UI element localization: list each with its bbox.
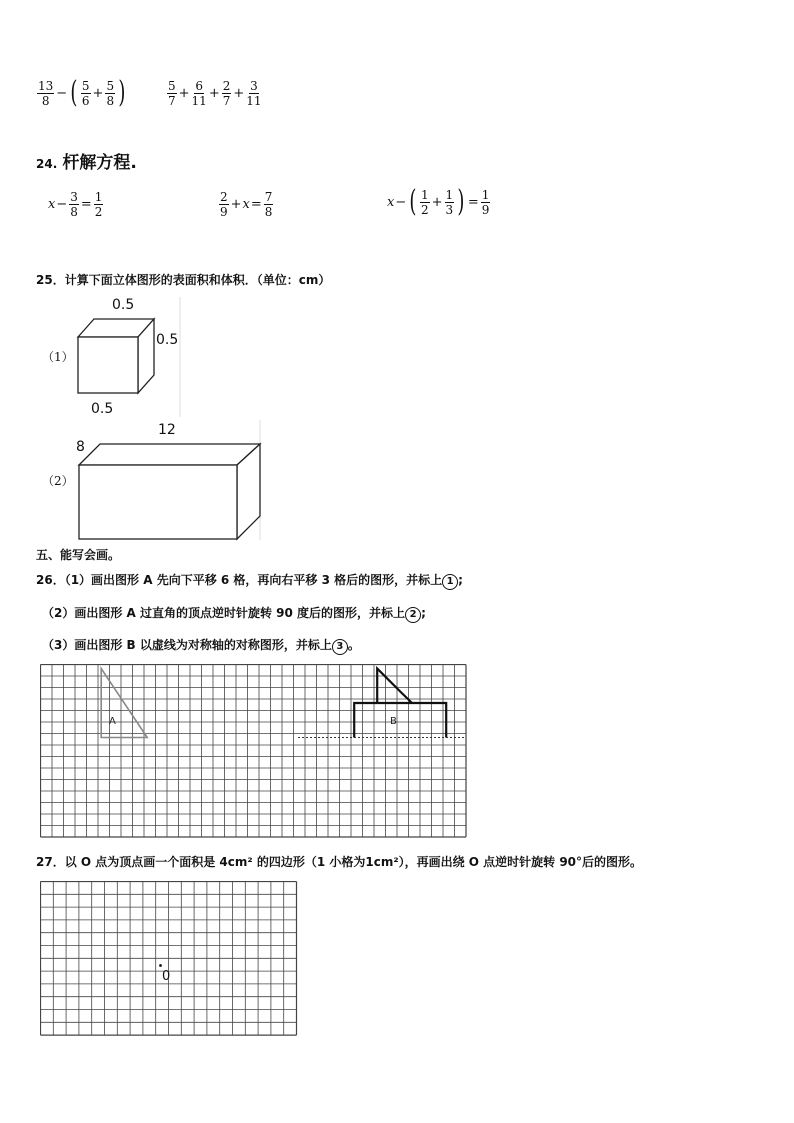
- fraction: $\frac{1}{2}$: [94, 190, 103, 219]
- plus-sign: +: [92, 85, 104, 101]
- shape-b-figure: [354, 703, 446, 738]
- fraction: $\frac{6}{11}$: [191, 79, 207, 108]
- cuboid-figure: [74, 418, 264, 543]
- shape-a-label: A: [109, 716, 116, 727]
- cube-top-dimension: 0.5: [112, 297, 135, 313]
- section-5-title: 五、能写会画。: [36, 548, 121, 562]
- shape-a-triangle: [101, 669, 147, 738]
- cuboid-length-dimension: 12: [158, 422, 176, 438]
- cube-bottom-dimension: 0.5: [91, 401, 114, 417]
- fraction: $\frac{5}{7}$: [168, 79, 176, 108]
- q26-line-2: （2）画出图形 A 过直角的顶点逆时针旋转 90 度后的图形，并标上 2 ;: [42, 604, 426, 623]
- cube-right-dimension: 0.5: [156, 332, 179, 348]
- open-paren: (: [409, 184, 417, 219]
- equation-3: x − ( $\frac{1}{2}$ + $\frac{1}{3}$ ) = $\frac{1}{9}$: [387, 184, 490, 219]
- fraction: $\frac{1}{3}$: [445, 187, 454, 217]
- plus-sign: +: [208, 86, 220, 101]
- q24-title: 24. 杆解方程.: [36, 153, 137, 173]
- fraction: $\frac{7}{8}$: [264, 190, 273, 219]
- plus-sign: +: [233, 86, 245, 101]
- fraction: $\frac{3}{8}$: [70, 190, 78, 219]
- q26-drawing-grid[interactable]: [40, 664, 470, 844]
- grid-lines: [41, 882, 297, 1036]
- minus-sign: −: [56, 85, 68, 101]
- calc-expression-1: [36, 75, 128, 110]
- close-paren: ): [457, 184, 465, 219]
- fraction: $\frac{2}{9}$: [220, 190, 228, 219]
- fraction: $\frac{1}{2}$: [420, 187, 429, 217]
- shape-b-triangle: [377, 669, 412, 704]
- circled-number: 1: [442, 574, 458, 590]
- fraction: $\frac{2}{7}$: [222, 79, 231, 108]
- cube-figure: [70, 295, 185, 420]
- q25-figure-2-label: （2）: [42, 474, 74, 488]
- q25-title: 25．计算下面立体图形的表面积和体积．（单位：cm）: [36, 273, 331, 287]
- q25-figure-1-label: （1）: [42, 350, 74, 364]
- equation-1: x − $\frac{3}{8}$ = $\frac{1}{2}$: [48, 190, 103, 219]
- grid-lines: [41, 665, 467, 838]
- circled-number: 2: [405, 607, 421, 623]
- equation-2: $\frac{2}{9}$ + x = $\frac{7}{8}$: [220, 190, 273, 219]
- fraction: $\frac{13}{8}$: [38, 78, 54, 108]
- fraction: $\frac{1}{9}$: [481, 187, 490, 217]
- q27-title: 27．以 O 点为顶点画一个面积是 4cm² 的四边形（1 小格为1cm²），再画出绕 O 点逆时针旋转 90°后的图形。: [36, 855, 643, 869]
- point-o-label: 0: [162, 969, 171, 984]
- cuboid-depth-dimension: 8: [76, 439, 85, 455]
- fraction: $\frac{3}{11}$: [246, 79, 262, 108]
- q26-line-3: （3）画出图形 B 以虚线为对称轴的对称图形，并标上 3 。: [42, 636, 360, 655]
- q26-line-1: 26．（1）画出图形 A 先向下平移 6 格，再向右平移 3 格后的图形，并标上 1 ;: [36, 571, 463, 590]
- q27-drawing-grid[interactable]: [40, 881, 300, 1039]
- shape-b-label: B: [390, 716, 397, 727]
- fraction: $\frac{5}{8}$: [106, 78, 115, 108]
- fraction: $\frac{5}{6}$: [81, 78, 90, 108]
- circled-number: 3: [332, 639, 348, 655]
- point-o: [159, 964, 162, 967]
- open-paren: (: [70, 75, 78, 110]
- close-paren: ): [118, 75, 126, 110]
- calc-expression-2: [166, 80, 263, 107]
- plus-sign: +: [178, 86, 190, 101]
